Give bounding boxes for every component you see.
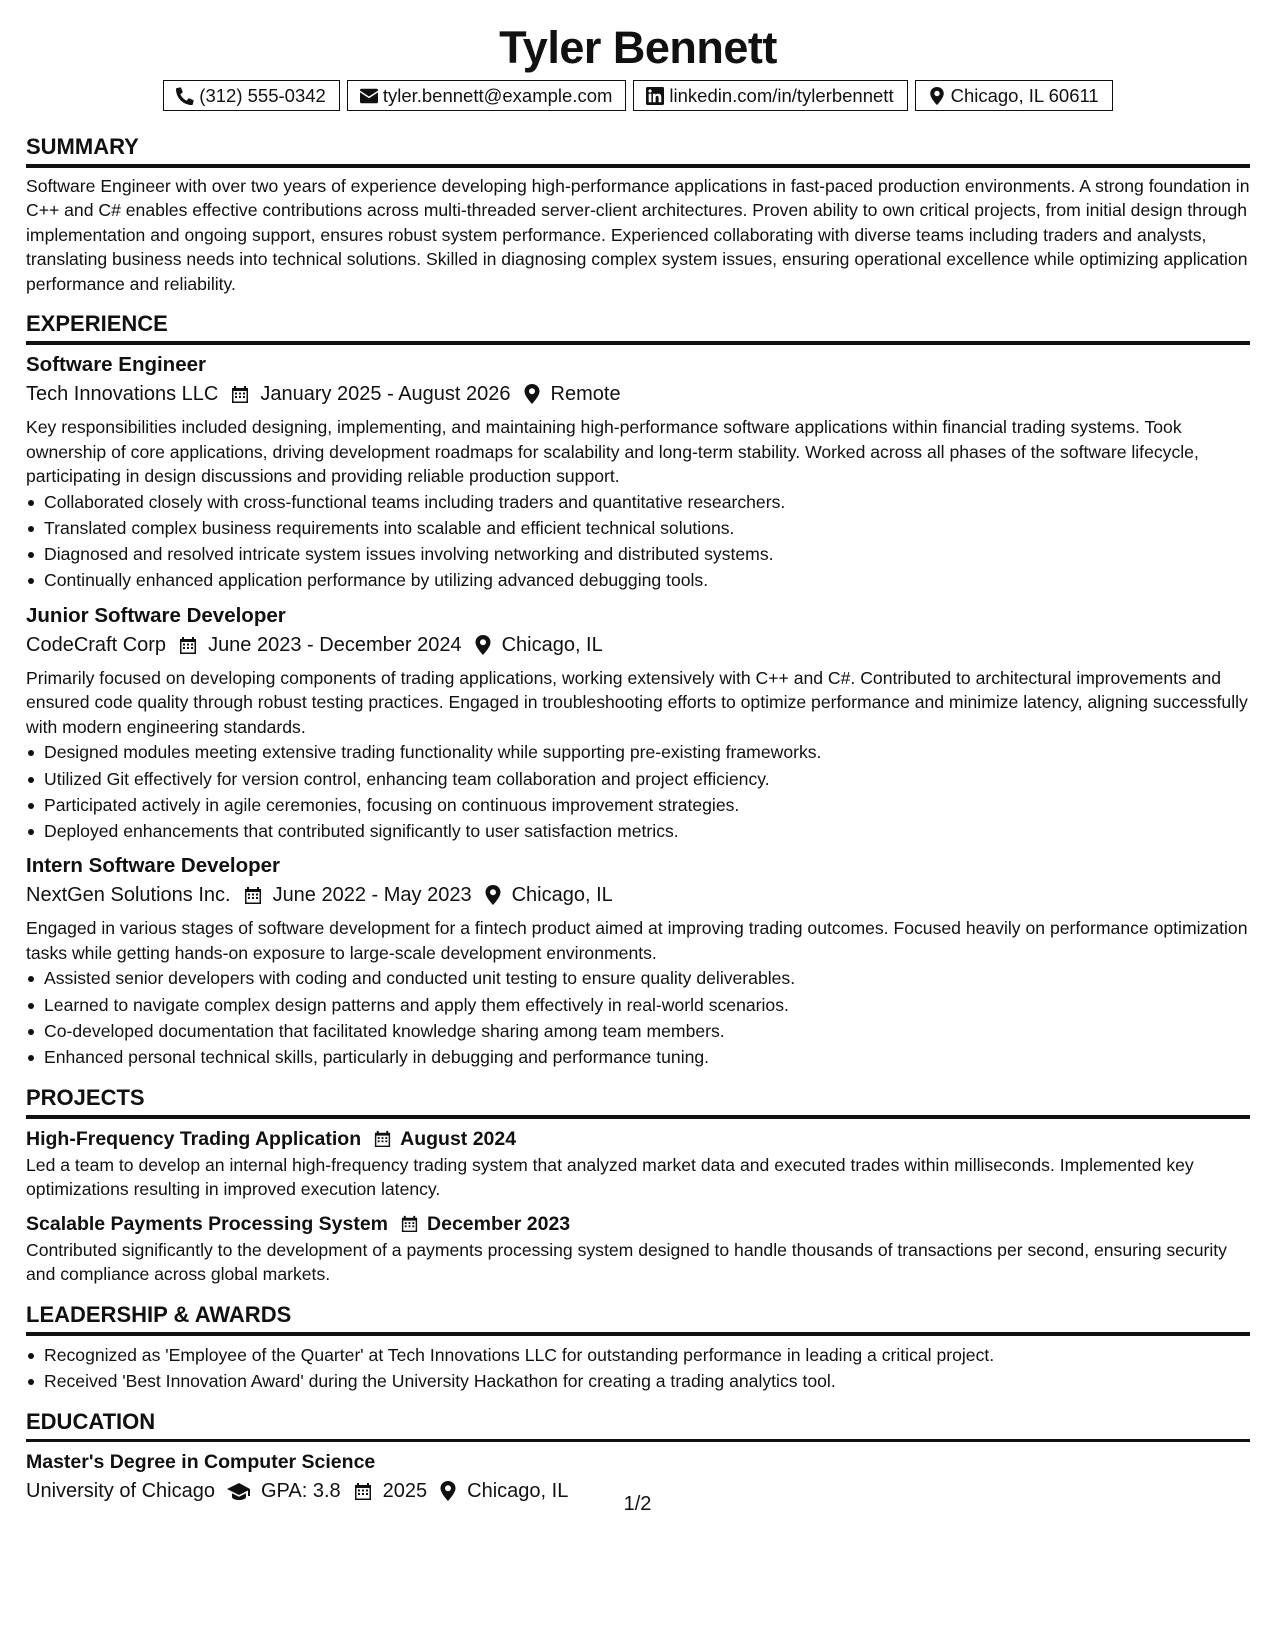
resume-page <box>26 18 1250 1512</box>
page-number: 1/2 <box>623 1493 652 1515</box>
school-location: Chicago, IL <box>467 1480 569 1503</box>
list-item: Collaborated closely with cross-functional teams including traders and quantitative researchers. <box>26 489 1250 515</box>
job-company: Tech Innovations LLC <box>26 382 219 405</box>
job-entry <box>26 351 1250 594</box>
job-meta <box>26 630 1250 660</box>
job-description: Key responsibilities included designing, implementing, and maintaining high-performance software applications within financial trading systems. Took ownership of core applications, driving development roadmaps for scalability and long-term stability. Worked across all phases of the software lifecycle, participating in design discussions and providing reliable production support. <box>26 416 1199 487</box>
candidate-name: Tyler Bennett <box>499 22 777 73</box>
leadership-heading: LEADERSHIP & AWARDS <box>26 1302 292 1328</box>
job-meta <box>26 379 1250 409</box>
summary-section <box>26 127 1250 296</box>
list-item: Designed modules meeting extensive trading functionality while supporting pre-existing frameworks. <box>26 739 1250 765</box>
job-company: NextGen Solutions Inc. <box>26 884 231 907</box>
job-dates: June 2023 - December 2024 <box>208 633 462 656</box>
section-divider <box>26 341 1250 345</box>
calendar-icon <box>230 384 250 404</box>
list-item: Enhanced personal technical skills, particularly in debugging and performance tuning. <box>26 1044 1250 1070</box>
list-item: Continually enhanced application performance by utilizing advanced debugging tools. <box>26 567 1250 593</box>
graduation-year: 2025 <box>382 1480 428 1503</box>
experience-heading: EXPERIENCE <box>26 311 168 337</box>
section-divider <box>26 1115 1250 1119</box>
contact-location-text: Chicago, IL 60611 <box>950 84 1099 106</box>
school-name: University of Chicago <box>26 1480 215 1503</box>
list-item: Deployed enhancements that contributed significantly to user satisfaction metrics. <box>26 818 1250 844</box>
job-title: Software Engineer <box>26 352 206 376</box>
projects-section <box>26 1078 1250 1287</box>
job-company: CodeCraft Corp <box>26 633 167 656</box>
leadership-section <box>26 1295 1250 1394</box>
location-icon <box>928 87 946 105</box>
job-location: Chicago, IL <box>511 884 613 907</box>
project-date: August 2024 <box>400 1127 517 1150</box>
contact-phone[interactable] <box>163 80 340 111</box>
list-item: Learned to navigate complex design patterns and apply them effectively in real-world scenarios. <box>26 992 1250 1018</box>
contact-linkedin[interactable] <box>633 80 907 111</box>
job-meta <box>26 880 1250 910</box>
job-title: Intern Software Developer <box>26 854 281 878</box>
project-header <box>26 1125 1250 1153</box>
location-icon <box>523 384 541 404</box>
email-icon <box>360 87 378 105</box>
list-item: Co-developed documentation that facilitated knowledge sharing among team members. <box>26 1018 1250 1044</box>
contact-linkedin-text: linkedin.com/in/tylerbennett <box>669 84 894 106</box>
list-item: Diagnosed and resolved intricate system issues involving networking and distributed systems. <box>26 541 1250 567</box>
location-icon <box>474 635 492 655</box>
job-bullets <box>26 965 1250 1070</box>
projects-heading: PROJECTS <box>26 1085 145 1111</box>
contact-bar <box>26 80 1250 111</box>
project-description: Led a team to develop an internal high-frequency trading system that analyzed market data and executed trades within milliseconds. Implemented key optimizations resulting in improved execution latency. <box>26 1154 1194 1200</box>
project-description: Contributed significantly to the development of a payments processing system designed to handle thousands of transactions per second, ensuring security and compliance across global markets. <box>26 1239 1227 1285</box>
contact-location[interactable] <box>915 80 1113 111</box>
awards-list <box>26 1342 1250 1394</box>
list-item: Received 'Best Innovation Award' during the University Hackathon for creating a trading analytics tool. <box>26 1368 1250 1394</box>
list-item: Translated complex business requirements into scalable and efficient technical solutions. <box>26 515 1250 541</box>
experience-section <box>26 304 1250 1070</box>
calendar-icon <box>243 885 263 905</box>
calendar-icon <box>178 635 198 655</box>
calendar-icon <box>400 1214 419 1233</box>
job-dates: January 2025 - August 2026 <box>260 382 511 405</box>
gpa: GPA: 3.8 <box>260 1480 341 1503</box>
location-icon <box>484 885 502 905</box>
calendar-icon <box>373 1129 392 1148</box>
job-entry <box>26 852 1250 1070</box>
job-description: Primarily focused on developing components of trading applications, working extensively with C++ and C#. Contributed to architectural improvements and ensured code quality through robust testing practices. Engaged in troubleshooting efforts to optimize performance and minimize latency, aligning successfully with modern engineering standards. <box>26 667 1248 737</box>
linkedin-icon <box>646 87 664 105</box>
summary-text: Software Engineer with over two years of experience developing high-performance applications in fast-paced production environments. A strong foundation in C++ and C# enables effective contributions across multi-threaded server-client architectures. Proven ability to own critical projects, from initial design through implementation and ongoing support, ensures robust system performance. Experienced collaborating with diverse teams including traders and analysts, translating business needs into technical solutions. Skilled in diagnosing complex system issues, ensuring operational excellence while optimizing application performance and reliability. <box>26 175 1250 294</box>
project-name: Scalable Payments Processing System <box>26 1212 389 1235</box>
list-item: Recognized as 'Employee of the Quarter' at Tech Innovations LLC for outstanding performance in leading a critical project. <box>26 1342 1250 1368</box>
project-entry <box>26 1210 1250 1287</box>
contact-phone-text: (312) 555-0342 <box>199 84 326 106</box>
education-heading: EDUCATION <box>26 1408 156 1434</box>
job-location: Chicago, IL <box>501 633 603 656</box>
project-date: December 2023 <box>427 1212 571 1235</box>
job-entry <box>26 602 1250 845</box>
project-name: High-Frequency Trading Application <box>26 1127 362 1150</box>
project-entry <box>26 1125 1250 1202</box>
job-description: Engaged in various stages of software development for a fintech product aimed at improving trading outcomes. Focused heavily on performance optimization tasks while getting hands-on exposure to large-scale development environments. <box>26 918 1248 963</box>
job-title: Junior Software Developer <box>26 603 286 627</box>
contact-email[interactable] <box>347 80 627 111</box>
list-item: Utilized Git effectively for version control, enhancing team collaboration and project efficiency. <box>26 766 1250 792</box>
job-dates: June 2022 - May 2023 <box>272 884 472 907</box>
project-header <box>26 1210 1250 1238</box>
summary-heading: SUMMARY <box>26 134 139 159</box>
section-divider <box>26 164 1250 168</box>
section-divider <box>26 1439 1250 1443</box>
list-item: Participated actively in agile ceremonies, focusing on continuous improvement strategies. <box>26 792 1250 818</box>
phone-icon <box>176 87 194 105</box>
job-location: Remote <box>550 382 621 405</box>
job-bullets <box>26 739 1250 844</box>
job-bullets <box>26 489 1250 594</box>
section-divider <box>26 1332 1250 1336</box>
contact-email-text: tyler.bennett@example.com <box>382 84 613 106</box>
degree-title: Master's Degree in Computer Science <box>26 1451 376 1474</box>
list-item: Assisted senior developers with coding and conducted unit testing to ensure quality deliverables. <box>26 965 1250 991</box>
